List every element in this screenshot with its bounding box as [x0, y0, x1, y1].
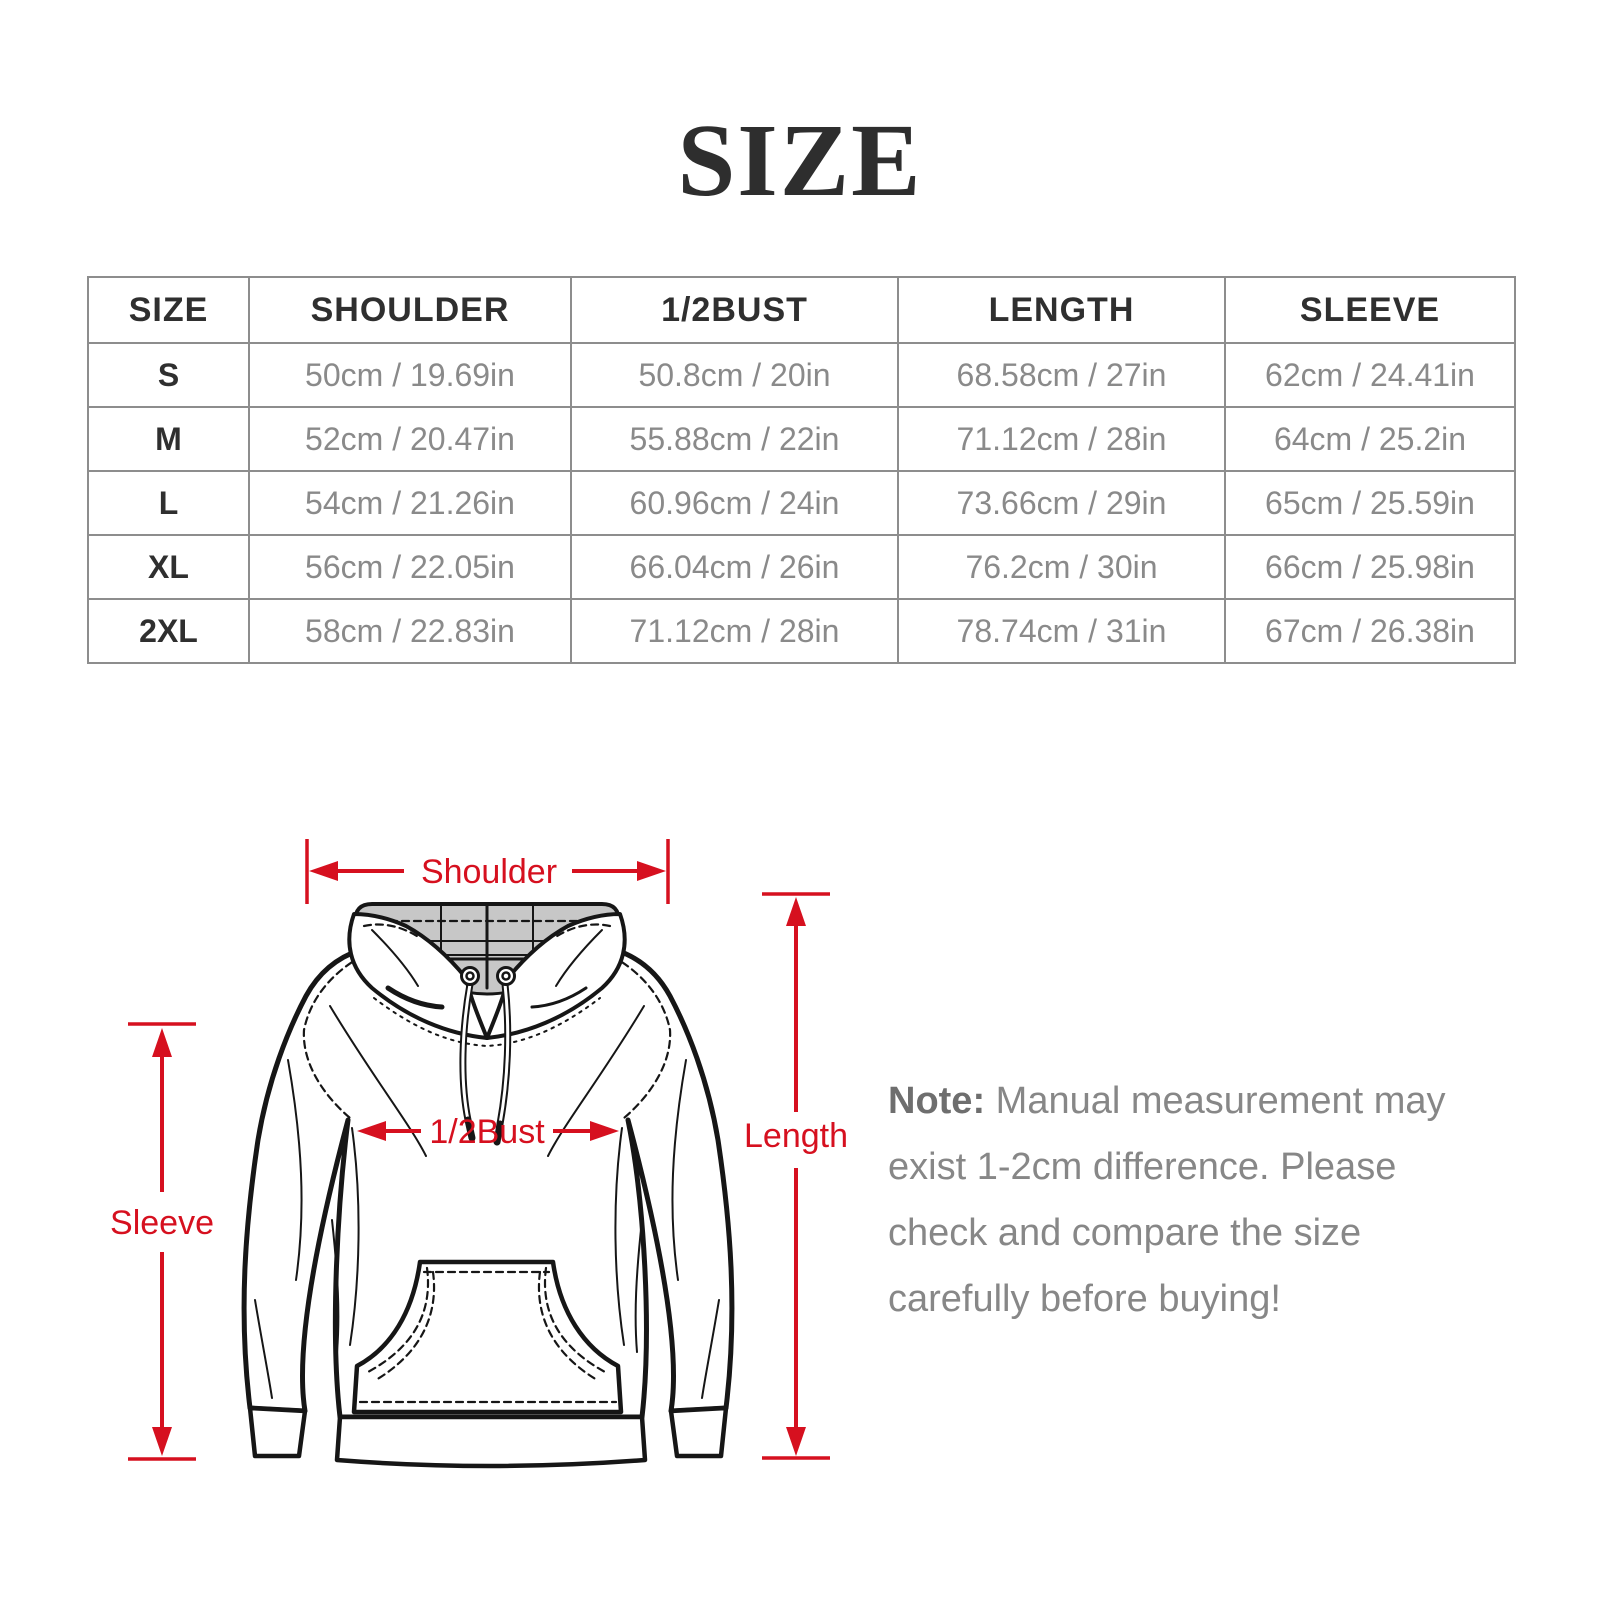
left-cuff — [250, 1408, 305, 1456]
measurement-cell: 50.8cm / 20in — [571, 343, 898, 407]
measurement-cell: 73.66cm / 29in — [898, 471, 1225, 535]
size-cell: L — [88, 471, 249, 535]
column-header: SIZE — [88, 277, 249, 343]
hoodie-illustration — [244, 904, 732, 1466]
measurement-cell: 52cm / 20.47in — [249, 407, 571, 471]
sleeve-dimension-label: Sleeve — [110, 1204, 214, 1242]
measurement-cell: 54cm / 21.26in — [249, 471, 571, 535]
arrow-up-icon — [152, 1028, 172, 1057]
measurement-cell: 65cm / 25.59in — [1225, 471, 1515, 535]
table-row — [88, 343, 1515, 407]
measurement-cell: 62cm / 24.41in — [1225, 343, 1515, 407]
arrow-up-icon — [786, 897, 806, 926]
measurement-cell: 66cm / 25.98in — [1225, 535, 1515, 599]
length-dimension — [744, 894, 848, 1458]
measurement-cell: 58cm / 22.83in — [249, 599, 571, 663]
right-grommet-hole — [503, 973, 510, 980]
arrow-left-icon — [309, 861, 338, 881]
size-table — [87, 276, 1516, 664]
table-row — [88, 407, 1515, 471]
size-cell: M — [88, 407, 249, 471]
column-header: SLEEVE — [1225, 277, 1515, 343]
note-body: Manual measurement may exist 1-2cm difference. Please check and compare the size carefully before buying! — [888, 1080, 1446, 1320]
measurement-cell: 67cm / 26.38in — [1225, 599, 1515, 663]
shoulder-dimension-label: Shoulder — [420, 853, 558, 891]
size-cell: 2XL — [88, 599, 249, 663]
column-header: LENGTH — [898, 277, 1225, 343]
table-row — [88, 471, 1515, 535]
size-table-head-row — [88, 277, 1515, 343]
left-grommet-hole — [467, 973, 474, 980]
measurement-cell: 78.74cm / 31in — [898, 599, 1225, 663]
table-row — [88, 599, 1515, 663]
page-title: SIZE — [677, 103, 923, 218]
right-cuff — [671, 1408, 726, 1456]
measurement-cell: 71.12cm / 28in — [571, 599, 898, 663]
measurement-cell: 56cm / 22.05in — [249, 535, 571, 599]
arrow-right-icon — [637, 861, 666, 881]
column-header: SHOULDER — [249, 277, 571, 343]
half-bust-dimension-label: 1/2Bust — [429, 1113, 545, 1151]
hoodie-measurement-diagram — [80, 800, 920, 1500]
measurement-note — [888, 1068, 1503, 1332]
measurement-cell: 76.2cm / 30in — [898, 535, 1225, 599]
hem-band — [337, 1417, 645, 1466]
column-header: 1/2BUST — [571, 277, 898, 343]
size-table-body — [88, 343, 1515, 663]
length-dimension-label: Length — [744, 1117, 848, 1155]
arrow-down-icon — [152, 1427, 172, 1456]
measurement-cell: 60.96cm / 24in — [571, 471, 898, 535]
sleeve-dimension — [110, 1024, 214, 1459]
measurement-cell: 71.12cm / 28in — [898, 407, 1225, 471]
arrow-down-icon — [786, 1427, 806, 1456]
size-cell: S — [88, 343, 249, 407]
measurement-cell: 68.58cm / 27in — [898, 343, 1225, 407]
size-cell: XL — [88, 535, 249, 599]
note-prefix: Note: — [888, 1080, 986, 1122]
measurement-cell: 64cm / 25.2in — [1225, 407, 1515, 471]
shoulder-dimension — [307, 839, 668, 904]
table-row — [88, 535, 1515, 599]
measurement-cell: 55.88cm / 22in — [571, 407, 898, 471]
measurement-cell: 66.04cm / 26in — [571, 535, 898, 599]
measurement-cell: 50cm / 19.69in — [249, 343, 571, 407]
